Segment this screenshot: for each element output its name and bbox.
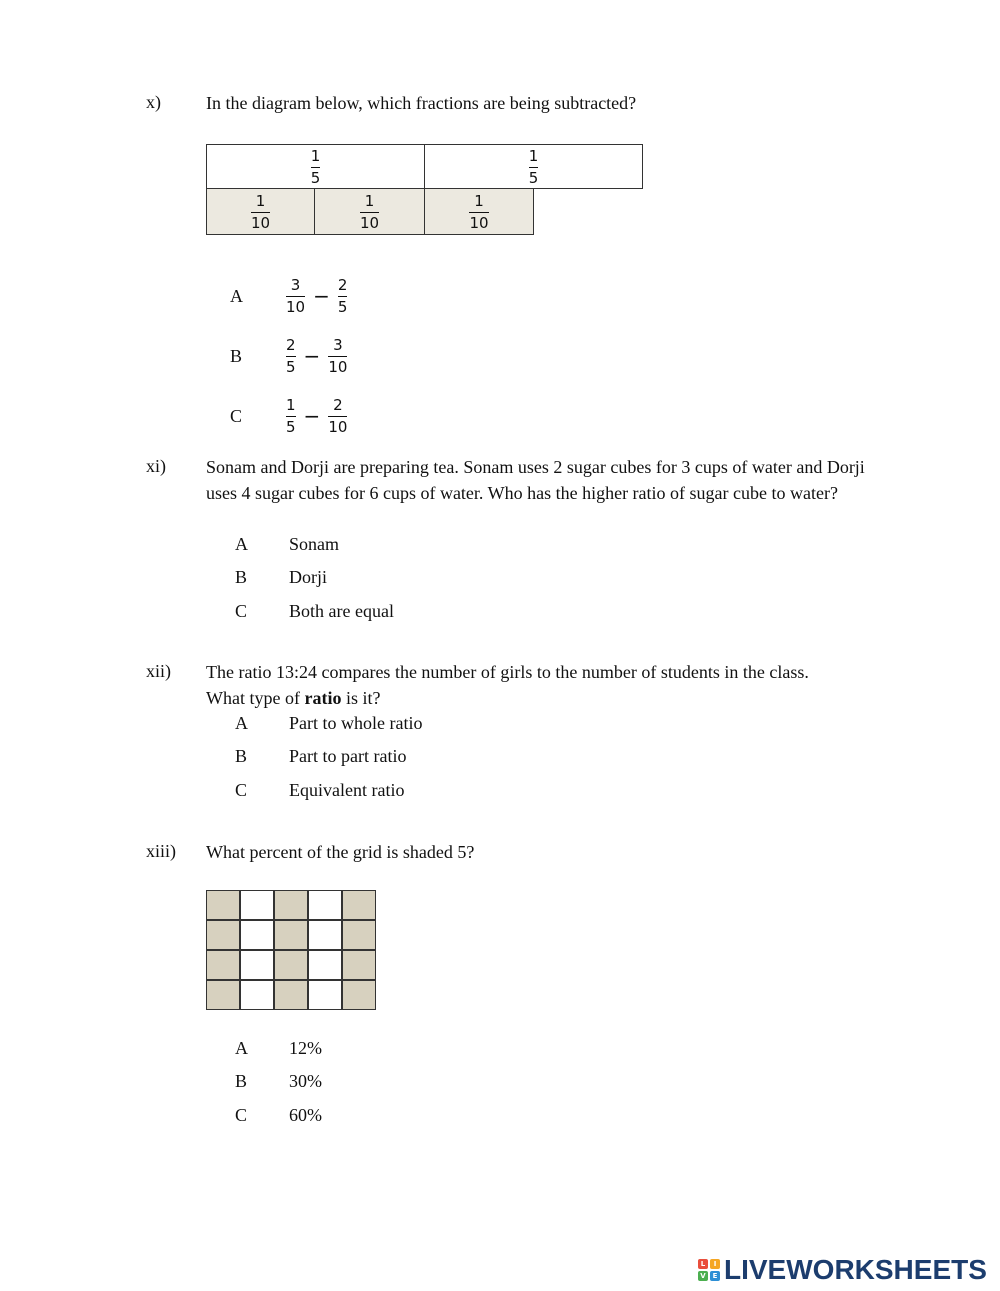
grid-cell [342, 920, 376, 950]
option-text[interactable]: 12% [289, 1038, 322, 1058]
diagram-fifth-2: $\frac{1}{5}$ [424, 144, 643, 189]
question-text-x: In the diagram below, which fractions are being subtracted? [206, 93, 637, 113]
option-x-b[interactable]: B $\frac{2}{5}$ − $\frac{3}{10}$ [230, 336, 348, 376]
option-text[interactable]: Both are equal [289, 601, 394, 621]
liveworksheets-logo [698, 1255, 987, 1285]
question-number-xiii: xiii) [146, 841, 176, 861]
option-letter[interactable]: B [235, 1071, 248, 1091]
question-number-xi: xi) [146, 456, 166, 476]
option-letter: C [230, 405, 243, 426]
option-text[interactable]: Part to part ratio [289, 746, 407, 766]
logo-icon: L I V E [698, 1259, 720, 1281]
grid-cell [206, 980, 240, 1010]
option-text[interactable]: 60% [289, 1105, 322, 1125]
question-number-xii: xii) [146, 661, 171, 681]
option-letter[interactable]: A [235, 534, 248, 554]
option-text[interactable]: Equivalent ratio [289, 780, 405, 800]
grid-cell [206, 890, 240, 920]
grid-cell [274, 890, 308, 920]
option-letter: A [230, 285, 243, 306]
diagram-fifth-1: $\frac{1}{5}$ [206, 144, 425, 189]
grid-cell [206, 950, 240, 980]
grid-cell [308, 980, 342, 1010]
grid-cell [240, 980, 274, 1010]
grid-cell [274, 950, 308, 980]
grid-cell [240, 920, 274, 950]
option-letter[interactable]: C [235, 601, 248, 621]
diagram-tenth-3: $\frac{1}{10}$ [424, 188, 534, 235]
grid-cell [342, 980, 376, 1010]
grid-cell [274, 920, 308, 950]
grid-cell [308, 890, 342, 920]
grid-cell [308, 920, 342, 950]
option-letter[interactable]: C [235, 780, 248, 800]
option-letter[interactable]: A [235, 1038, 248, 1058]
option-text[interactable]: Dorji [289, 567, 327, 587]
option-letter[interactable]: C [235, 1105, 248, 1125]
option-letter[interactable]: B [235, 567, 248, 587]
grid-cell [206, 920, 240, 950]
shaded-grid [206, 890, 376, 1011]
option-x-c[interactable]: C $\frac{1}{5}$ − $\frac{2}{10}$ [230, 396, 348, 436]
grid-cell [308, 950, 342, 980]
question-text-xii: The ratio 13:24 compares the number of girls to the number of students in the class. What type of ratio is it? [206, 662, 809, 708]
grid-cell [240, 890, 274, 920]
option-letter[interactable]: A [235, 713, 248, 733]
diagram-tenth-2: $\frac{1}{10}$ [314, 188, 425, 235]
option-text[interactable]: 30% [289, 1071, 322, 1091]
question-text-xi: Sonam and Dorji are preparing tea. Sonam uses 2 sugar cubes for 3 cups of water and Dorji uses 4 sugar cubes for 6 cups of water. Who has the higher ratio of sugar cube to water? [206, 457, 865, 503]
option-text[interactable]: Sonam [289, 534, 340, 554]
option-text[interactable]: Part to whole ratio [289, 713, 423, 733]
diagram-tenth-1: $\frac{1}{10}$ [206, 188, 315, 235]
grid-cell [240, 950, 274, 980]
question-text-xiii: What percent of the grid is shaded 5? [206, 842, 475, 862]
grid-cell [342, 890, 376, 920]
option-letter[interactable]: B [235, 746, 248, 766]
grid-cell [342, 950, 376, 980]
logo-text: LIVEWORKSHEETS [724, 1254, 987, 1285]
option-letter: B [230, 345, 243, 366]
option-x-a[interactable]: A $\frac{3}{10}$ − $\frac{2}{5}$ [230, 276, 348, 316]
question-number-x: x) [146, 92, 161, 112]
grid-cell [274, 980, 308, 1010]
